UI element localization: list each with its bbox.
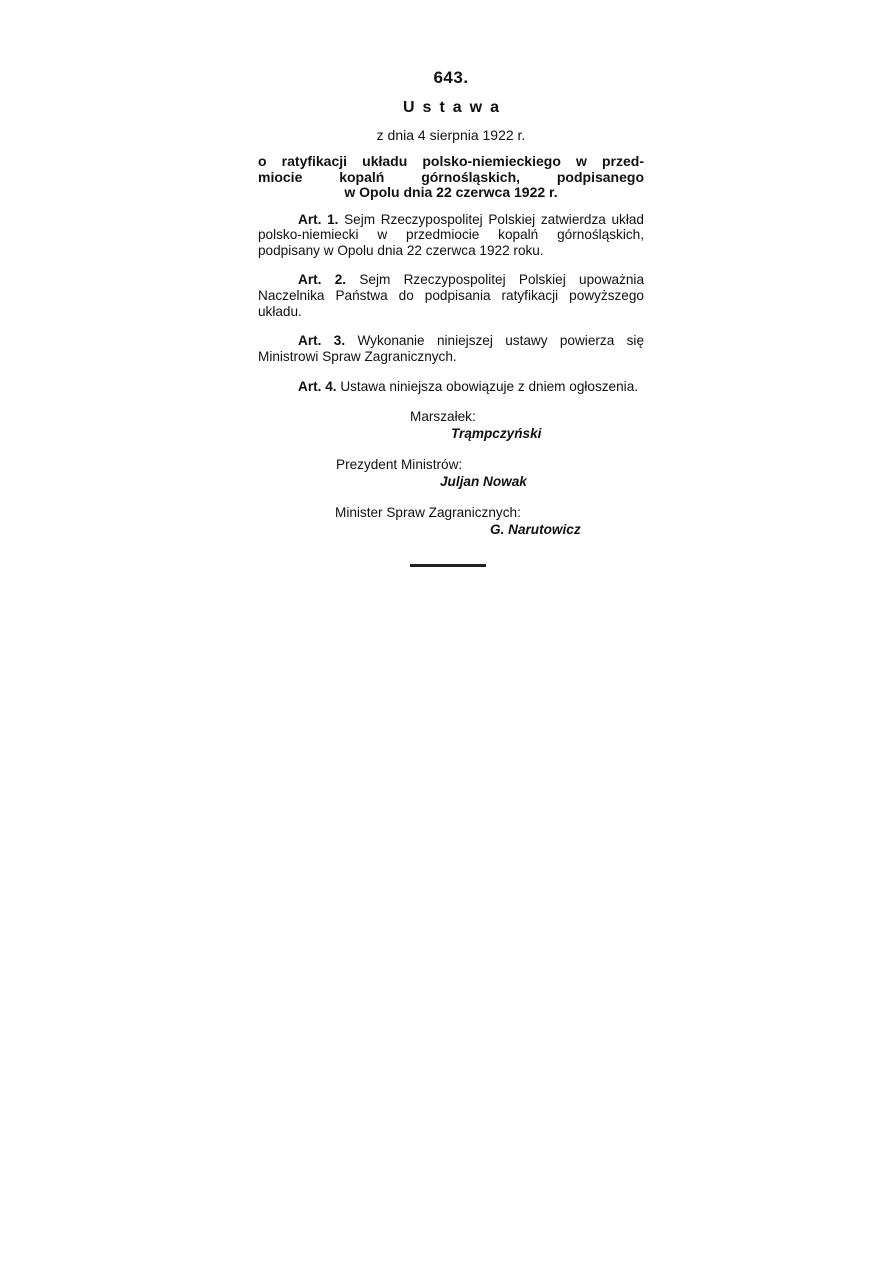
subject-line-2: miocie kopalń górnośląskich, podpisanego <box>258 168 644 185</box>
signature-name: Juljan Nowak <box>440 474 527 490</box>
document-page <box>258 68 644 538</box>
signature-foreign-minister <box>258 504 644 538</box>
document-number: 643. <box>433 68 469 87</box>
article-text: Wykonanie niniejszej ustawy powierza się Ministrowi Spraw Zagranicznych. <box>258 333 645 365</box>
signature-name: G. Narutowicz <box>490 522 581 538</box>
article-4 <box>258 379 644 395</box>
signature-prime-minister <box>258 456 644 490</box>
subject-line-3: w Opolu dnia 22 czerwca 1922 r. <box>344 184 558 200</box>
article-label: Art. 2. <box>298 272 347 288</box>
article-text: Ustawa niniejsza obowiązuje z dniem ogłoszenia. <box>340 378 639 394</box>
closing-rule <box>410 564 486 567</box>
article-label: Art. 3. <box>298 333 346 349</box>
article-1 <box>258 212 644 259</box>
article-label: Art. 4. <box>298 378 337 394</box>
document-title: Ustawa <box>402 99 508 116</box>
document-date: z dnia 4 sierpnia 1922 r. <box>376 127 526 143</box>
signature-title: Marszałek: <box>410 409 476 425</box>
subject-line-1: o ratyfikacji układu polsko-niemieckiego w przed- <box>258 153 644 169</box>
signature-name: Trąmpczyński <box>451 426 542 442</box>
signatures <box>258 408 644 538</box>
article-3 <box>258 333 644 365</box>
signature-title: Minister Spraw Zagranicznych: <box>335 505 521 521</box>
signature-marshal <box>258 408 644 442</box>
article-text: Sejm Rzeczypospolitej Polskiej upoważnia Naczelnika Państwa do podpisania ratyfikacji powyższego układu. <box>258 272 645 320</box>
article-text: Sejm Rzeczypospolitej Polskiej zatwierdza układ polsko-niemiecki w przedmiocie kopalń górnośląskich, podpisany w Opolu dnia 22 czerwca 1922 roku. <box>258 211 644 259</box>
article-label: Art. 1. <box>298 211 339 227</box>
signature-title: Prezydent Ministrów: <box>336 457 463 473</box>
document-subject <box>258 154 644 201</box>
article-2 <box>258 272 644 319</box>
